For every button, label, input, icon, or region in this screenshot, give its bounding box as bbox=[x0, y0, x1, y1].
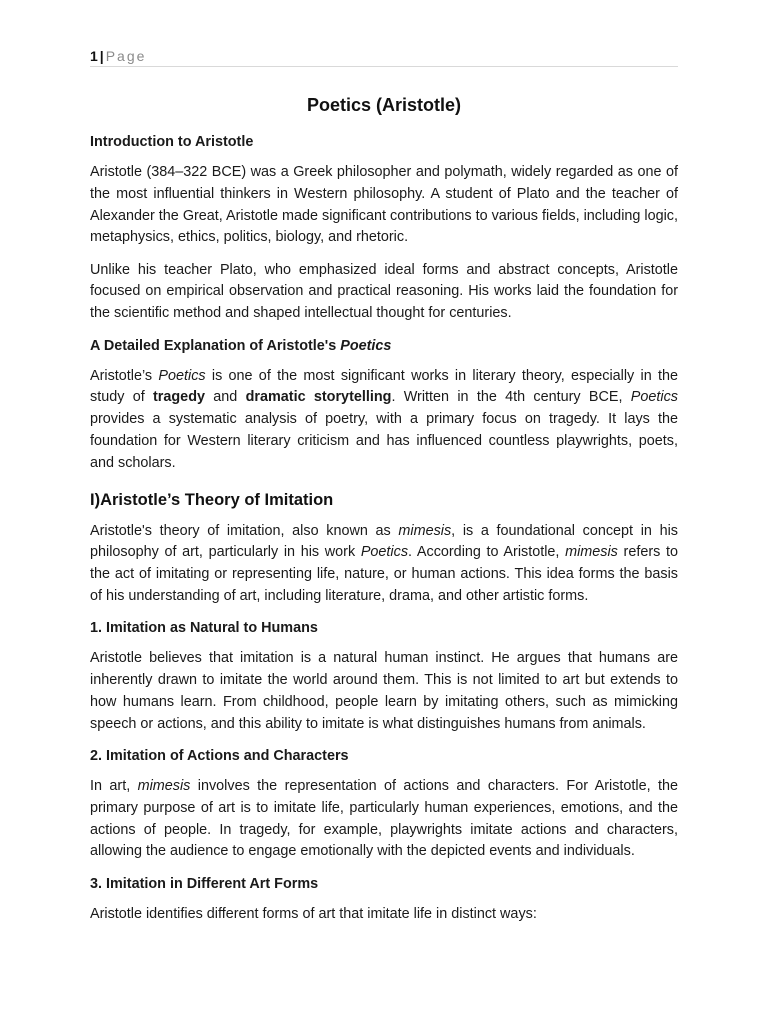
subsection-1-paragraph: Aristotle believes that imitation is a natural human instinct. He argues that humans are inherently drawn to imitate the world around them. This is not limited to art but extends to how humans learn. From childhood, people learn by imitating others, such as mimicking speech or actions, and this ability to imitate is what distinguishes humans from animals. bbox=[90, 650, 678, 732]
text-run: involves the representation of actions and characters. For Aristotle, the primary purpose of art is to imitate life, particularly human experiences, emotions, and the actions of people. In tragedy, for example, playwrights imitate actions and characters, allowing the audience to engage emotionally with the depicted events and individuals. bbox=[90, 777, 678, 860]
text-run: , is a foundational concept in his philosophy of art, particularly in his work bbox=[90, 522, 678, 561]
subsection-2-heading: 2. Imitation of Actions and Characters bbox=[90, 747, 349, 764]
imitation-paragraph bbox=[90, 521, 678, 608]
document-body bbox=[90, 132, 678, 936]
page-separator: | bbox=[99, 48, 104, 64]
detailed-explanation-heading bbox=[90, 336, 678, 356]
text-run: refers to the act of imitating or representing life, nature, or human actions. This idea forms the basis of his understanding of art, including literature, drama, and other artistic forms. bbox=[90, 544, 678, 604]
subsection-2-paragraph bbox=[90, 776, 678, 863]
text-run: provides a systematic analysis of poetry, with a primary focus on tragedy. It lays the foundation for Western literary criticism and has influenced countless playwrights, poets, and scholars. bbox=[90, 411, 678, 471]
text-run: and bbox=[204, 389, 246, 406]
italic-run: Poetics bbox=[158, 367, 206, 384]
page-label: Page bbox=[105, 48, 147, 64]
text-run: Aristotle’s bbox=[90, 367, 159, 384]
italic-run: Poetics bbox=[360, 544, 409, 561]
text-run: In art, bbox=[90, 777, 138, 794]
italic-run: mimesis bbox=[565, 544, 618, 561]
subsection-3-paragraph: Aristotle identifies different forms of art that imitate life in distinct ways: bbox=[90, 905, 537, 922]
page-number: 1 bbox=[90, 48, 98, 64]
document-title: Poetics (Aristotle) bbox=[306, 95, 462, 115]
detailed-heading-text: A Detailed Explanation of Aristotle's bbox=[90, 337, 341, 354]
italic-run: mimesis bbox=[137, 777, 191, 794]
bold-run: dramatic storytelling bbox=[245, 389, 392, 406]
subsection-1-heading: 1. Imitation as Natural to Humans bbox=[90, 620, 318, 637]
bold-run: tragedy bbox=[153, 389, 205, 406]
poetics-overview-paragraph bbox=[90, 366, 678, 475]
italic-run: Poetics bbox=[630, 389, 678, 406]
imitation-section-heading: I)Aristotle’s Theory of Imitation bbox=[90, 490, 334, 509]
intro-heading: Introduction to Aristotle bbox=[90, 134, 254, 150]
subsection-3-heading: 3. Imitation in Different Art Forms bbox=[90, 875, 319, 892]
italic-run: mimesis bbox=[398, 522, 452, 539]
text-run: is one of the most significant works in literary theory, especially in the study of bbox=[90, 367, 678, 406]
text-run: . Written in the 4th century BCE, bbox=[391, 389, 631, 406]
detailed-heading-italic: Poetics bbox=[340, 337, 392, 354]
intro-paragraph-1: Aristotle (384–322 BCE) was a Greek philosopher and polymath, widely regarded as one of the most influential thinkers in Western philosophy. A student of Plato and the teacher of Alexander the Great, Aristotle made significant contributions to various fields, including logic, metaphysics, ethics, politics, biology, and rhetoric. bbox=[90, 164, 678, 246]
page-header bbox=[90, 47, 678, 67]
text-run: . According to Aristotle, bbox=[408, 544, 566, 561]
intro-paragraph-2: Unlike his teacher Plato, who emphasized ideal forms and abstract concepts, Aristotle focused on empirical observation and practical reasoning. His works laid the foundation for the scientific method and shaped intellectual thought for centuries. bbox=[90, 261, 678, 322]
text-run: Aristotle's theory of imitation, also known as bbox=[90, 522, 399, 539]
